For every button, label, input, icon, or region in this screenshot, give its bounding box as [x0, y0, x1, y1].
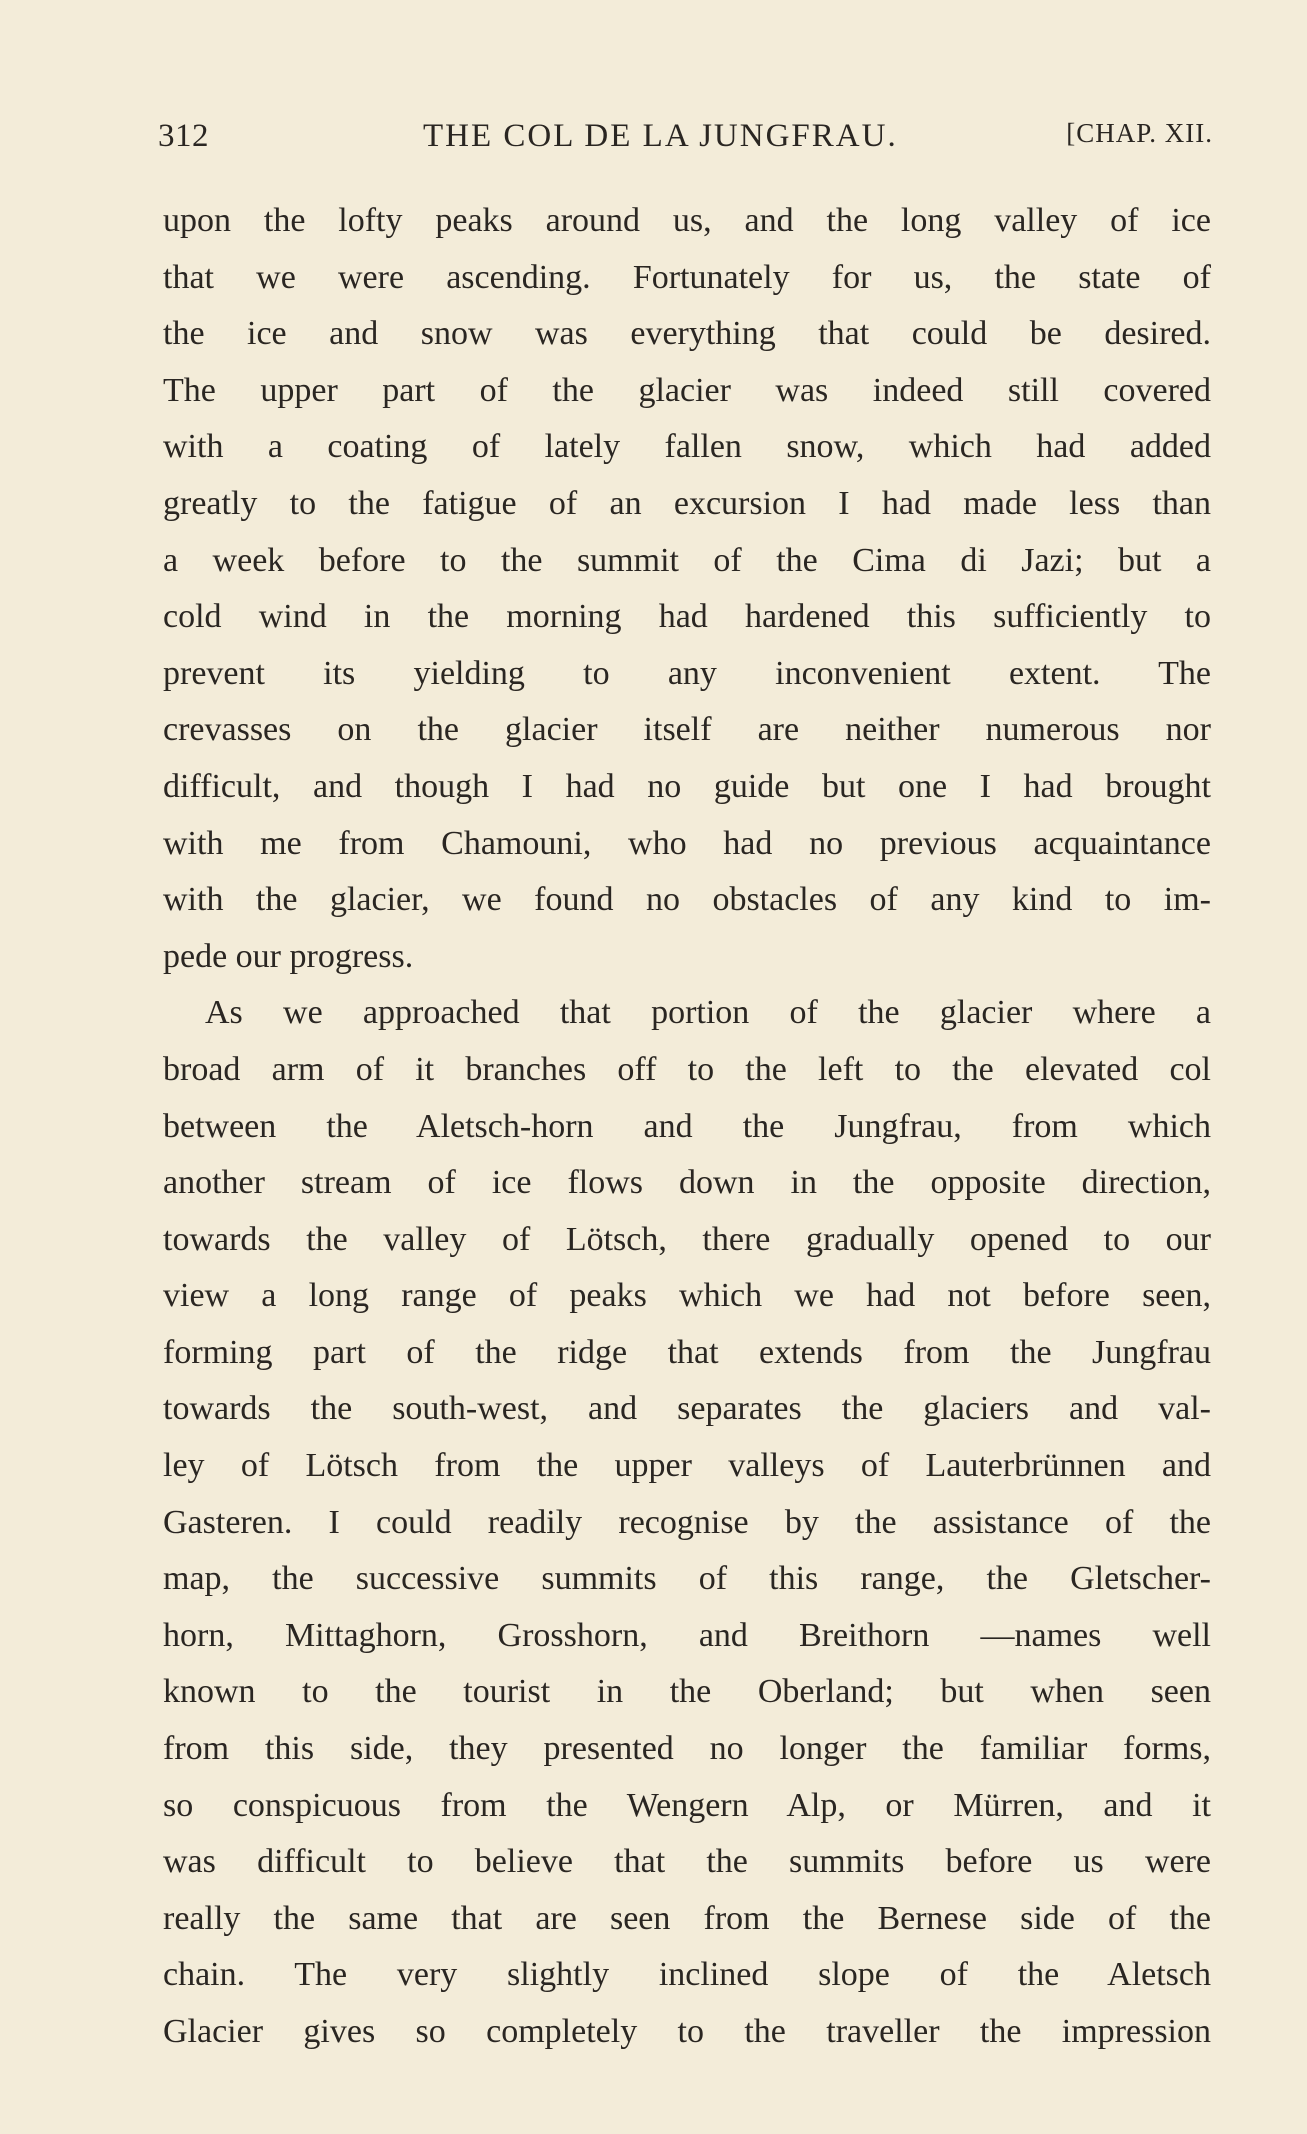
text-line: so conspicuous from the Wengern Alp, or Mürren, and it — [163, 1786, 1211, 1824]
text-line: ley of Lötsch from the upper valleys of Lauterbrünnen and — [163, 1447, 1211, 1485]
text-line: difficult, and though I had no guide but one I had brought — [163, 767, 1211, 805]
text-line: from this side, they presented no longer the familiar forms, — [163, 1730, 1211, 1768]
text-line: towards the south-west, and separates the glaciers and val- — [163, 1390, 1211, 1428]
text-line: between the Aletsch-horn and the Jungfrau, from which — [163, 1107, 1211, 1145]
text-line: known to the tourist in the Oberland; but when seen — [163, 1673, 1211, 1711]
text-line: The upper part of the glacier was indeed still covered — [163, 371, 1211, 409]
running-head — [158, 112, 1213, 162]
body-text — [163, 193, 1211, 2061]
text-line: map, the successive summits of this range, the Gletscher- — [163, 1560, 1211, 1598]
chapter-label: [CHAP. XII. — [1066, 118, 1213, 148]
page-number: 312 — [158, 118, 209, 154]
text-line: with a coating of lately fallen snow, which had added — [163, 428, 1211, 466]
text-line: chain. The very slightly inclined slope of the Aletsch — [163, 1956, 1211, 1994]
text-line: was difficult to believe that the summits before us were — [163, 1843, 1211, 1881]
text-line: Gasteren. I could readily recognise by the assistance of the — [163, 1503, 1211, 1541]
text-line: with the glacier, we found no obstacles of any kind to im- — [163, 881, 1211, 919]
text-line: forming part of the ridge that extends from the Jungfrau — [163, 1333, 1211, 1371]
text-line: cold wind in the morning had hardened this sufficiently to — [163, 598, 1211, 636]
text-line: the ice and snow was everything that could be desired. — [163, 315, 1211, 353]
text-line: with me from Chamouni, who had no previous acquaintance — [163, 824, 1211, 862]
text-line: greatly to the fatigue of an excursion I had made less than — [163, 484, 1211, 522]
text-line: that we were ascending. Fortunately for us, the state of — [163, 258, 1211, 296]
text-line: view a long range of peaks which we had not before seen, — [163, 1277, 1211, 1315]
text-line: really the same that are seen from the Bernese side of the — [163, 1899, 1211, 1937]
text-line: towards the valley of Lötsch, there gradually opened to our — [163, 1220, 1211, 1258]
text-line: As we approached that portion of the glacier where a — [205, 994, 1211, 1032]
text-line: horn, Mittaghorn, Grosshorn, and Breithorn —names well — [163, 1616, 1211, 1654]
text-line: crevasses on the glacier itself are neither numerous nor — [163, 711, 1211, 749]
text-line: pede our progress. — [163, 937, 414, 975]
running-title: THE COL DE LA JUNGFRAU. — [423, 118, 898, 154]
text-line: upon the lofty peaks around us, and the long valley of ice — [163, 202, 1211, 239]
text-line: prevent its yielding to any inconvenient extent. The — [163, 654, 1211, 692]
text-line: a week before to the summit of the Cima di Jazi; but a — [163, 541, 1211, 579]
text-line: another stream of ice flows down in the opposite direction, — [163, 1164, 1211, 1202]
text-line: broad arm of it branches off to the left to the elevated col — [163, 1050, 1211, 1088]
text-line: Glacier gives so completely to the traveller the impression — [163, 2013, 1211, 2050]
